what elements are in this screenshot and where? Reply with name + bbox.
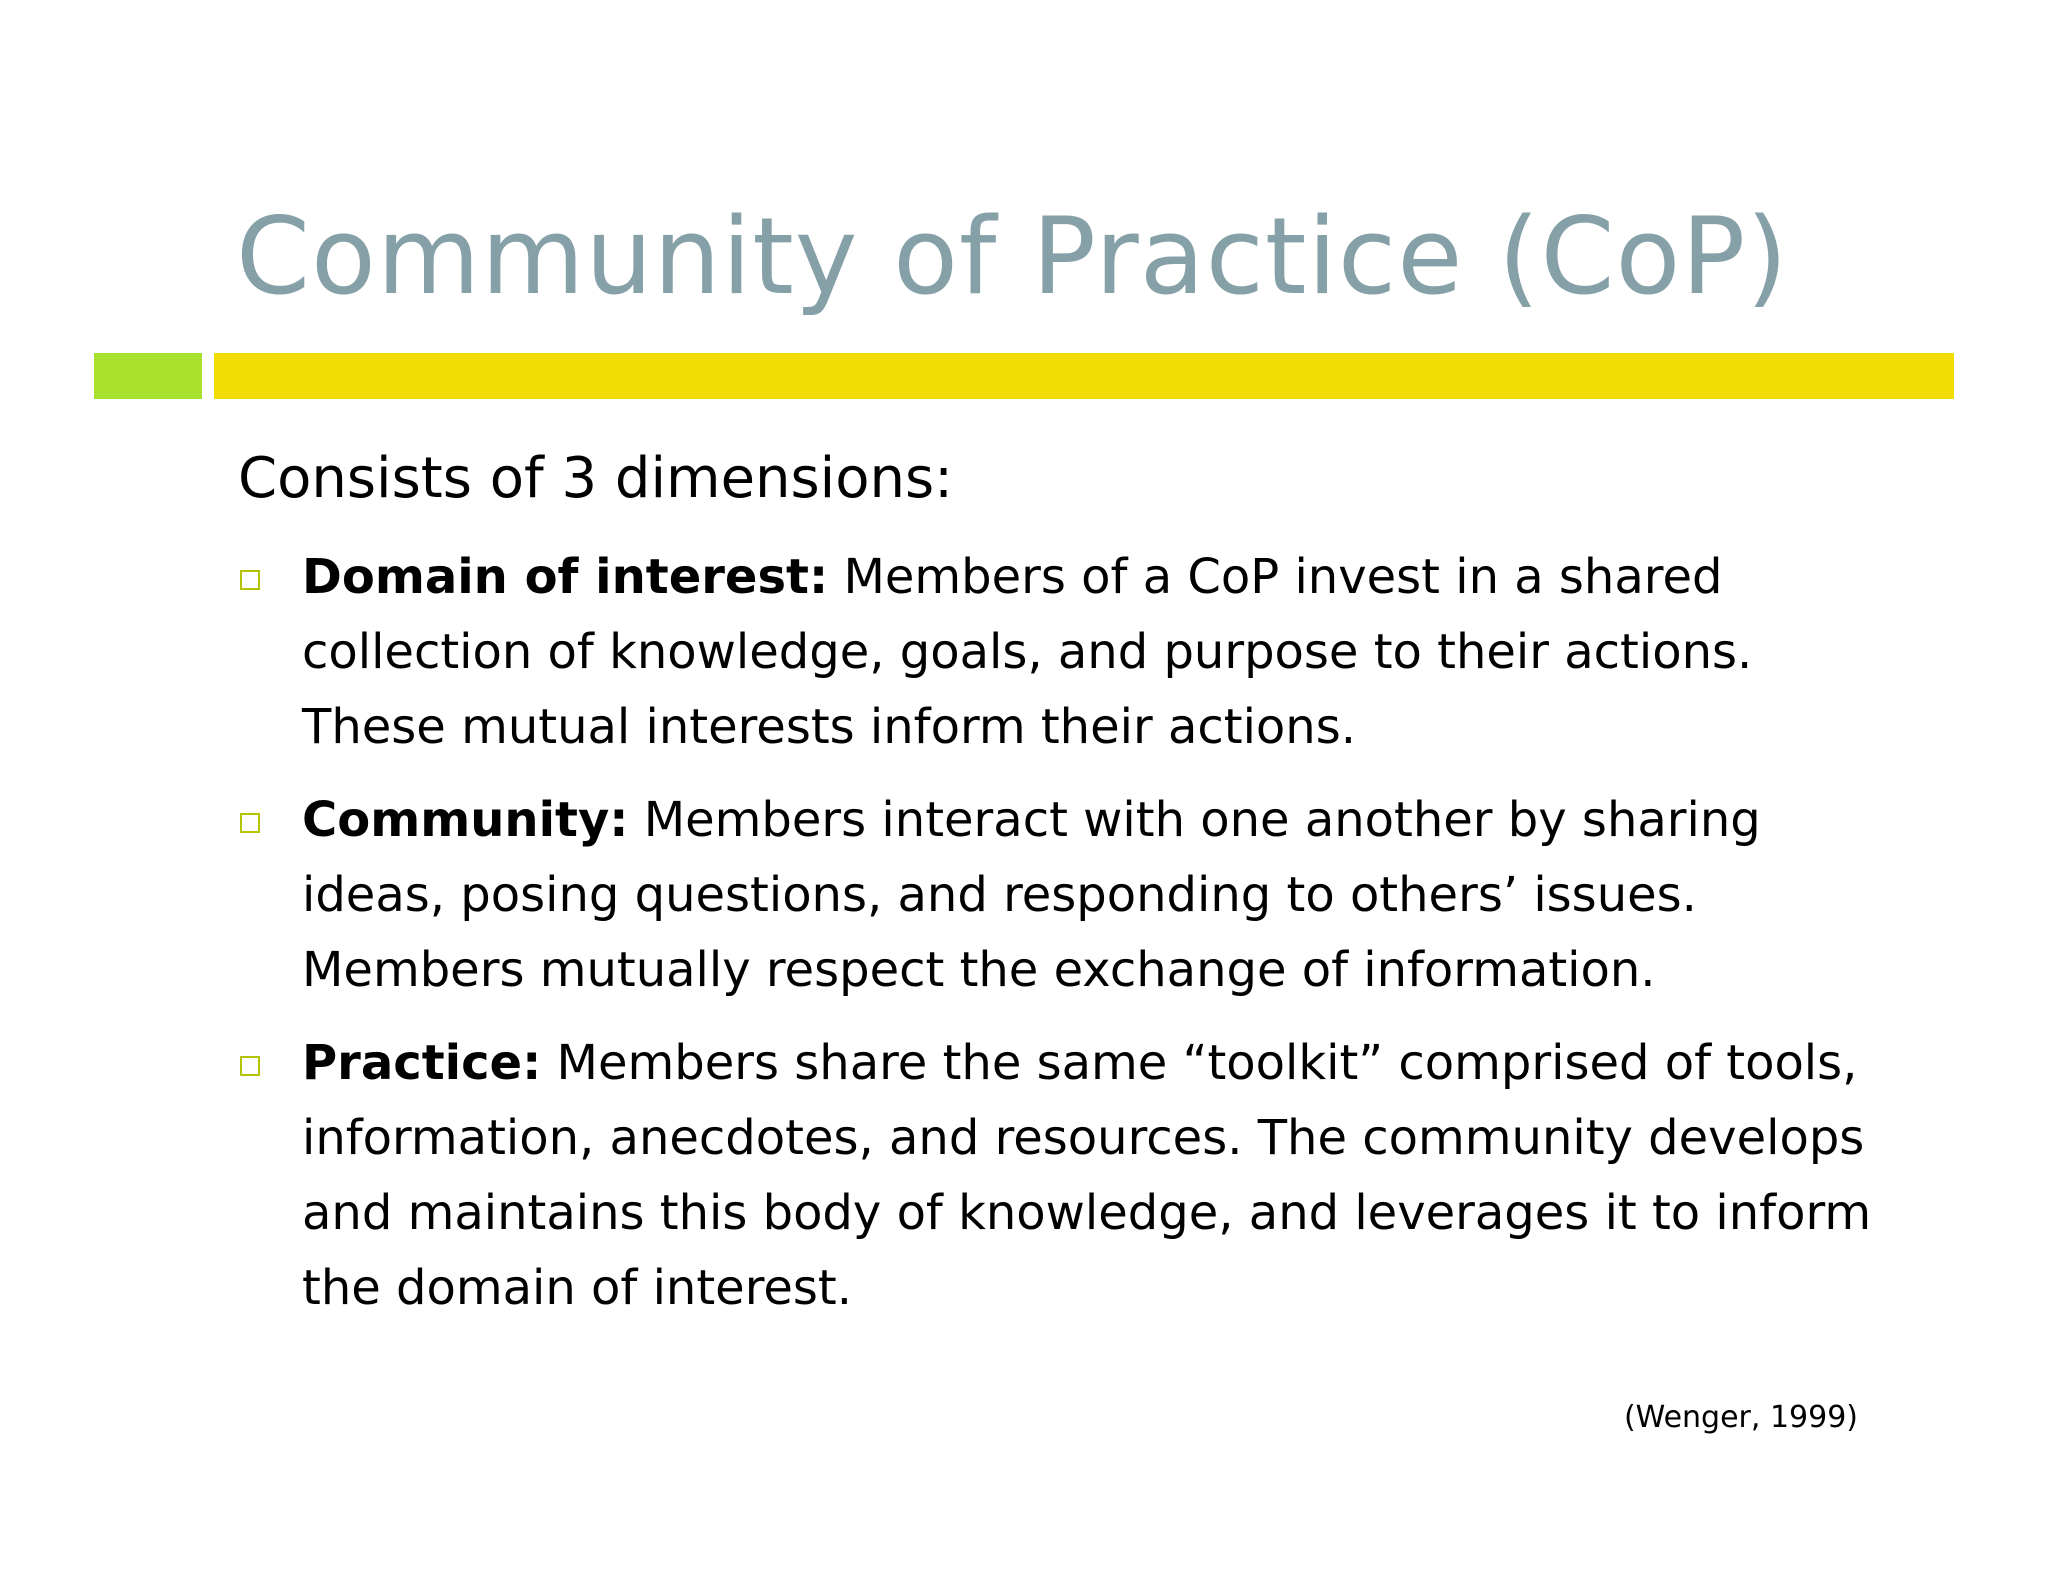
bullet-term: Domain of interest: [302, 549, 829, 605]
bullet-text: Members of a CoP invest in a shared collection of knowledge, goals, and purpose to their actions. These mutual interests inform their actions. [302, 549, 1753, 755]
hollow-square-icon [240, 570, 260, 590]
bullet-community [238, 783, 1898, 1008]
bullet-domain-of-interest [238, 540, 1898, 765]
citation: (Wenger, 1999) [1623, 1400, 1858, 1435]
slide-title: Community of Practice (CoP) [236, 195, 1789, 318]
hollow-square-icon [240, 1056, 260, 1076]
hollow-square-icon [240, 813, 260, 833]
bullet-list [238, 540, 1898, 1344]
intro-text: Consists of 3 dimensions: [238, 446, 954, 511]
accent-bar-yellow [214, 353, 1954, 399]
bullet-term: Community: [302, 792, 629, 848]
bullet-practice [238, 1026, 1898, 1326]
bullet-term: Practice: [302, 1035, 542, 1091]
bullet-text: Members interact with one another by sharing ideas, posing questions, and responding to others’ issues. Members mutually respect the exchange of information. [302, 792, 1761, 998]
accent-bar-green [94, 353, 202, 399]
bullet-text: Members share the same “toolkit” comprised of tools, information, anecdotes, and resources. The community develops and maintains this body of knowledge, and leverages it to inform the domain of interest. [302, 1035, 1872, 1316]
